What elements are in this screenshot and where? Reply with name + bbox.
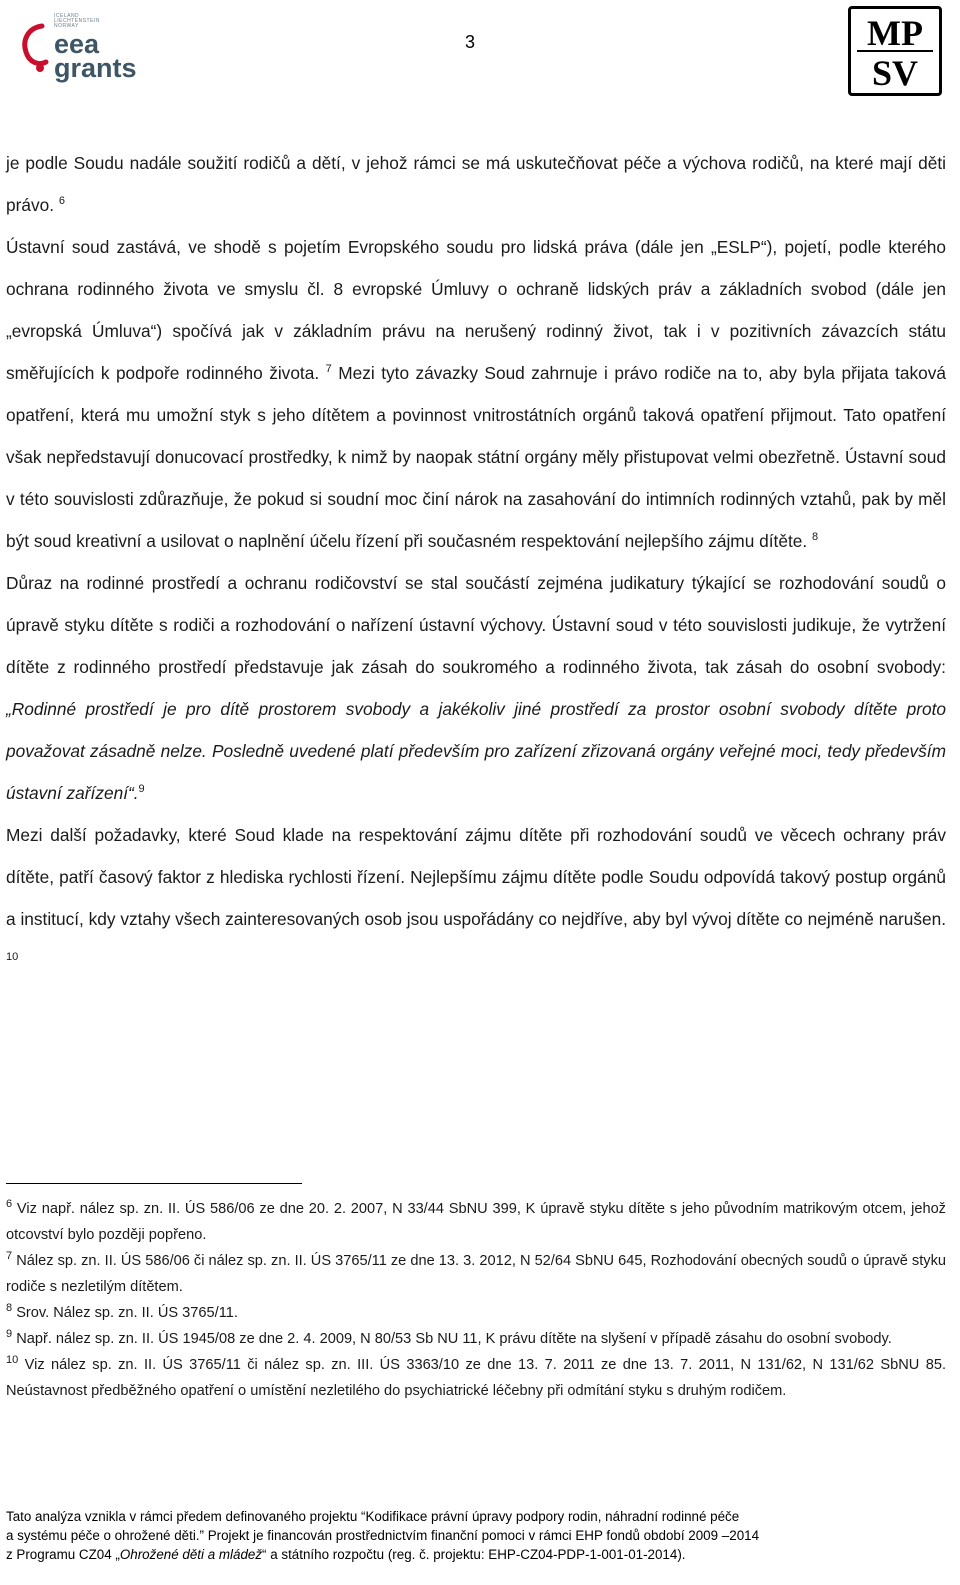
footnote-7: $^7$ Nález sp. zn. II. ÚS 586/06 či nález sp. zn. II. ÚS 3765/11 ze dne 13. 3. 2012, N 52/64 SbNU 645, Rozhodování obecných soudů o úpravě styku rodiče s nezletilým dítětem. [6, 1250, 946, 1295]
footnote-ref-9[interactable]: 9 [138, 783, 145, 796]
mpsv-logo-bottom: SV [871, 53, 919, 93]
footnote-ref-6[interactable]: 6 [58, 195, 65, 208]
footnote-10: $^{10}$ Viz nález sp. zn. II. ÚS 3765/11 či nález sp. zn. III. ÚS 3363/10 ze dne 13. 7. 2011 ze dne 13. 7. 2011, N 131/62, N 131/62 SbNU 85. Neústavnost předběžného opatření o umístění nezletilého do psychiatrické léčebny při odmítání styku s druhým rodičem. [6, 1354, 947, 1399]
footer-line-1: Tato analýza vznikla v rámci předem definovaného projektu “Kodifikace právní úpravy podpory rodin, náhradní rodinné péče [6, 1509, 740, 1524]
main-text [6, 142, 946, 982]
footnote-6: $^6$ Viz např. nález sp. zn. II. ÚS 586/06 ze dne 20. 2. 2007, N 33/44 SbNU 399, K úpravě styku dítěte s jeho původním matrikovým otcem, jehož otcovství bylo později popřeno. [6, 1198, 946, 1243]
page-number: 3 [465, 32, 476, 52]
paragraph-2: Ústavní soud zastává, ve shodě s pojetím Evropského soudu pro lidská práva (dále jen „ESLP“), pojetí, podle kterého ochrana rodinného života ve smyslu čl. 8 evropské Úmluvy o ochraně lidských práv a základních svobod (dále jen „evropská Úmluva“) spočívá jak v základním právu na nerušený rodinný život, tak i v pozitivních závazcích státu směřujících k podpoře rodinného života. $^7$ Mezi tyto závazky Soud zahrnuje i právo rodiče na to, aby byla přijata taková opatření, která mu umožní styk s jeho dítětem a povinnost vnitrostátních orgánů taková opatření přijmout. Tato opatření však nepředstavují donucovací prostředky, k nimž by naopak státní orgány měly přistupovat velmi obezřetně. Ústavní soud v této souvislosti zdůrazňuje, že pokud si soudní moc činí nárok na zasahování do intimních rodinných vztahů, pak by měl být soud kreativní a usilovat o naplnění účelu řízení při současném respektování nejlepšího zájmu dítěte. $^8$ [6, 237, 946, 551]
footnote-ref-10[interactable]: 10 [6, 951, 19, 964]
page-header [0, 0, 960, 110]
mpsv-logo [848, 6, 942, 96]
eea-small-text: ICELAND LIECHTENSTEIN NORWAY [54, 13, 100, 29]
footnote-8: $^8$ Srov. Nález sp. zn. II. ÚS 3765/11. [6, 1302, 238, 1321]
page-footer [6, 1507, 946, 1564]
footer-line-2: a systému péče o ohrožené děti.” Projekt je financován prostřednictvím finanční pomoci v rámci EHP fondů období 2009 –2014 [6, 1528, 760, 1543]
footer-line-3: z Programu CZ04 „Ohrožené děti a mládež“ a státního rozpočtu (reg. č. projektu: EHP-CZ04-PDP-1-001-01-2014). [6, 1547, 686, 1562]
footnote-ref-8[interactable]: 8 [811, 531, 819, 544]
eea-grants-logo [20, 12, 150, 90]
mpsv-logo-top: MP [867, 13, 923, 53]
footnote-ref-7[interactable]: 7 [325, 363, 332, 376]
court-quote: „Rodinné prostředí je pro dítě prostorem svobody a jakékoliv jiné prostředí za prostor osobní svobody dítěte proto považovat zásadně nelze. Posledně uvedené platí především pro zařízení zřizovaná orgány veřejné moci, tedy především ústavní zařízení“. [6, 699, 946, 803]
paragraph-1: je podle Soudu nadále soužití rodičů a dětí, v jehož rámci se má uskutečňovat péče a výchova rodičů, na které mají děti právo. $^6$ [6, 153, 946, 215]
paragraph-3: Důraz na rodinné prostředí a ochranu rodičovství se stal součástí zejména judikatury týkající se rozhodování soudů o úpravě styku dítěte s rodiči a rozhodování o nařízení ústavní výchovy. Ústavní soud v této souvislosti judikuje, že vytržení dítěte z rodinného prostředí představuje jak zásah do soukromého a rodinného života, tak zásah do osobní svobody: „Rodinné prostředí je pro dítě prostorem svobody a jakékoliv jiné prostředí za prostor osobní svobody dítěte proto považovat zásadně nelze. Posledně uvedené platí především pro zařízení zřizovaná orgány veřejné moci, tedy především ústavní zařízení“.$^9$ [6, 573, 946, 803]
eea-grants-wordmark: eea grants [54, 29, 137, 83]
mpsv-monogram-logo [851, 9, 939, 93]
footnote-9: $^9$ Např. nález sp. zn. II. ÚS 1945/08 ze dne 2. 4. 2009, N 80/53 Sb NU 11, K právu dítěte na slyšení v případě zásahu do osobní svobody. [6, 1328, 892, 1347]
footnote-separator [6, 1183, 302, 1184]
paragraph-4: Mezi další požadavky, které Soud klade na respektování zájmu dítěte při rozhodování soudů ve věcech ochrany práv dítěte, patří časový faktor z hlediska rychlosti řízení. Nejlepšímu zájmu dítěte podle Soudu odpovídá takový postup orgánů a institucí, kdy vztahy všech zainteresovaných osob jsou uspořádány co nejdříve, aby byl vývoj dítěte co nejméně narušen. $^{10}$ [6, 825, 946, 964]
footnotes [6, 1196, 946, 1404]
eea-grants-logo-icon [20, 22, 50, 78]
